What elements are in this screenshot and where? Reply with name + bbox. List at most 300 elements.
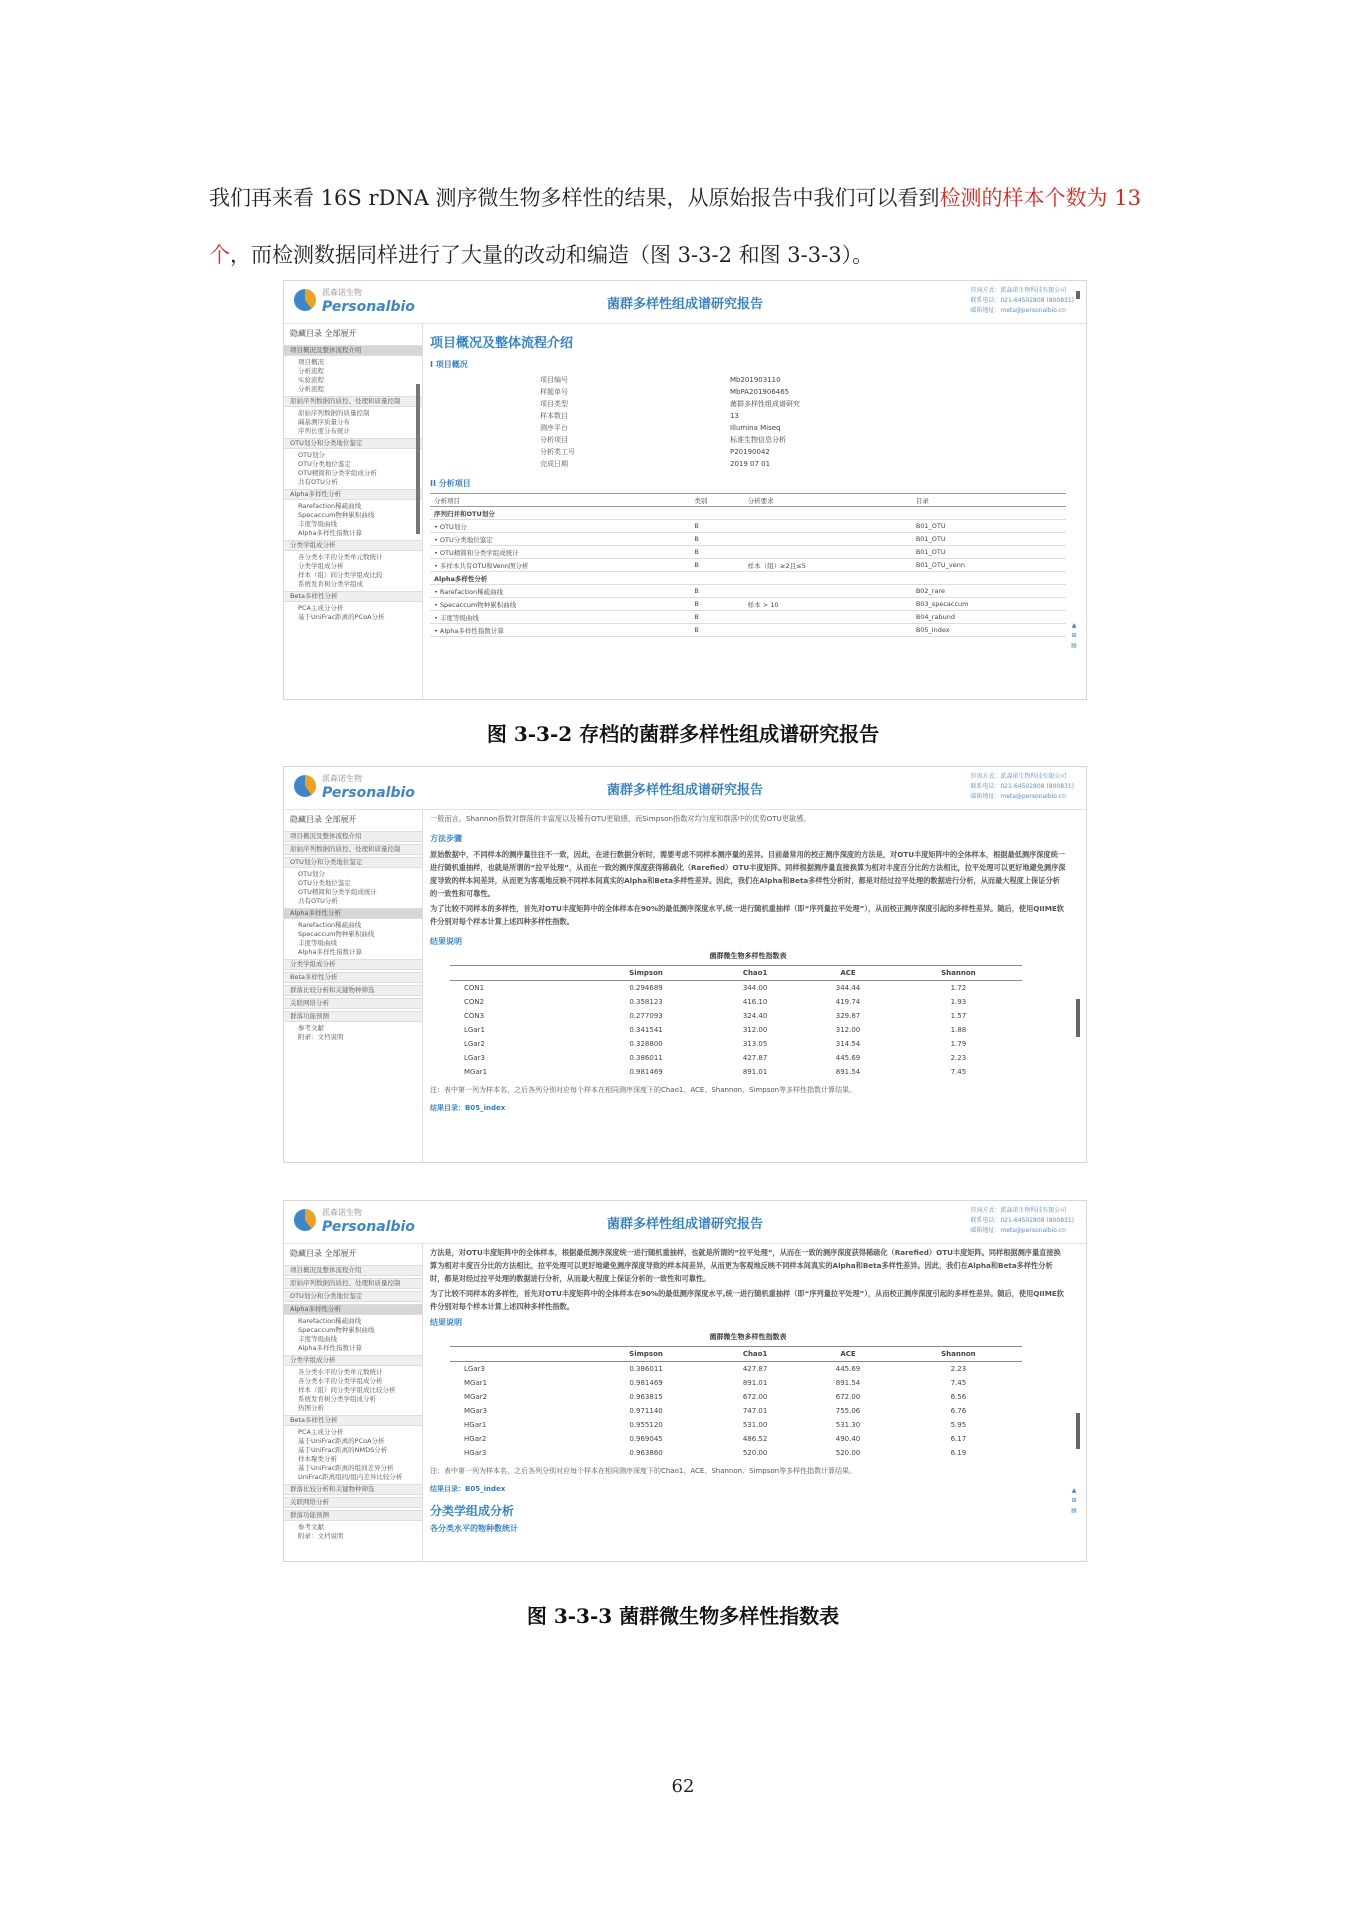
toc-item[interactable]: 丰度等级曲线: [298, 1335, 337, 1343]
toc-item[interactable]: 原始序列数据的质控、处理和质量控制: [284, 1278, 422, 1289]
table-cell: 490.40: [835, 1435, 861, 1443]
toc-item[interactable]: 丰度等级曲线: [298, 939, 337, 947]
table-cell: 2.23: [950, 1054, 967, 1062]
toc-toggle[interactable]: 隐藏目录 全部展开: [290, 1249, 357, 1258]
column-header: [450, 1347, 583, 1362]
column-header: ACE: [802, 1347, 895, 1362]
table-cell: • Specaccum物种累积曲线: [430, 598, 690, 611]
column-header: Chao1: [709, 966, 802, 981]
table-cell: • OTU划分: [430, 520, 690, 533]
table-cell: 344.44: [835, 984, 861, 992]
table-cell: [744, 520, 912, 533]
toc-item[interactable]: Rarefaction稀疏曲线: [298, 502, 362, 510]
page-scrollbar[interactable]: [1076, 291, 1080, 299]
table-cell: 0.969045: [629, 1435, 663, 1443]
info-value: Illumina Miseq: [730, 424, 781, 432]
toc-item[interactable]: 各分类水平的分类学组成分析: [298, 1377, 383, 1385]
table-cell: [744, 507, 912, 520]
table-cell: CON1: [464, 984, 485, 992]
result-heading: 结果说明: [430, 937, 462, 946]
toc-item[interactable]: 项目概况及整体流程介绍: [284, 345, 422, 356]
table-row: [450, 1065, 1022, 1079]
toc-item[interactable]: 基于UniFrac距离的组间差异分析: [298, 1464, 394, 1472]
table-cell: 1.72: [950, 984, 967, 992]
table-row: [450, 1362, 1022, 1377]
toc-item[interactable]: Rarefaction稀疏曲线: [298, 1317, 362, 1325]
table-cell: B01_OTU: [912, 546, 1066, 559]
subsection-heading: II 分析项目: [430, 479, 471, 488]
diversity-index-table: [450, 965, 1022, 1079]
toc-item[interactable]: PCA主成分分析: [298, 604, 344, 612]
column-header: [450, 966, 583, 981]
table-cell: 2.23: [950, 1365, 967, 1373]
table-cell: [912, 507, 1066, 520]
table-note: 注：表中第一列为样本名，之后各列分别对应每个样本在相同测序深度下的Chao1、ACE、Shannon、Simpson等多样性指数计算结果。: [430, 1467, 857, 1475]
table-cell: HGar1: [464, 1421, 487, 1429]
table-row: [430, 598, 1066, 611]
toc-item[interactable]: Alpha多样性分析: [284, 1304, 422, 1315]
toc-item[interactable]: OTU划分和分类地位鉴定: [284, 857, 422, 868]
table-cell: B: [690, 520, 743, 533]
info-row: [540, 398, 1066, 410]
table-cell: [744, 546, 912, 559]
toc-item[interactable]: 系统发育树分类学组成: [298, 580, 363, 588]
toc-item[interactable]: 群落功能预测: [284, 1011, 422, 1022]
contact-info: 咨询方式：派森诺生物科技有限公司 联系电话：021-64502808 (800831) 邮箱地址：meta@personalbio.cn: [970, 287, 1074, 314]
table-cell: [912, 572, 1066, 585]
table-cell: LGar3: [464, 1054, 485, 1062]
table-row: [450, 1432, 1022, 1446]
table-cell: 314.54: [835, 1040, 861, 1048]
subsection-heading: I 项目概况: [430, 360, 468, 369]
toc-item[interactable]: 项目概况及整体流程介绍: [284, 1265, 422, 1276]
toc-item[interactable]: 参考文献: [298, 1024, 324, 1032]
toc-item[interactable]: 实验流程: [298, 376, 324, 384]
toc-item[interactable]: 关联网络分析: [284, 998, 422, 1009]
table-cell: 0.955120: [629, 1421, 663, 1429]
table-cell: 6.56: [950, 1393, 967, 1401]
paragraph-text-2: ，而检测数据同样进行了大量的改动和编造（图 3-3-2 和图 3-3-3）。: [230, 243, 874, 267]
table-cell: 531.30: [835, 1421, 861, 1429]
info-key: 分析类工号: [540, 448, 575, 456]
table-cell: MGar1: [464, 1068, 488, 1076]
table-cell: 747.01: [742, 1407, 768, 1415]
table-cell: B01_OTU_venn: [912, 559, 1066, 572]
table-note: 注：表中第一列为样本名，之后各列分别对应每个样本在相同测序深度下的Chao1、ACE、Shannon、Simpson等多样性指数计算结果。: [430, 1086, 857, 1094]
result-dir-link[interactable]: 结果目录：B05_index: [430, 1485, 506, 1493]
toc-item[interactable]: UniFrac距离组间/组内差异比较分析: [298, 1473, 403, 1481]
column-header: Chao1: [709, 1347, 802, 1362]
table-row: [430, 585, 1066, 598]
table-cell: 1.93: [950, 998, 967, 1006]
analysis-table: [430, 493, 1066, 637]
table-row: [450, 1390, 1022, 1404]
table-row: [450, 981, 1022, 996]
info-row: [540, 446, 1066, 458]
toc-item[interactable]: OTU精简和分类学组成分析: [298, 469, 377, 477]
table-cell: [744, 572, 912, 585]
table-cell: 0.341541: [629, 1026, 663, 1034]
toc-item[interactable]: 系统发育树分类学组成分析: [298, 1395, 376, 1403]
toc-item[interactable]: 原始序列数据的质控、处理和质量控制: [284, 396, 422, 407]
toc-item[interactable]: 共有OTU分析: [298, 897, 338, 905]
figure-caption-1: 图 3-3-2 存档的菌群多样性组成谱研究报告: [486, 722, 880, 746]
info-value: P20190042: [730, 448, 770, 456]
table-cell: HGar2: [464, 1435, 487, 1443]
table-cell: B: [690, 533, 743, 546]
table-cell: [744, 624, 912, 637]
table-cell: B01_OTU: [912, 533, 1066, 546]
result-heading: 结果说明: [430, 1318, 462, 1327]
toc-item[interactable]: Alpha多样性分析: [284, 908, 422, 919]
info-row: [540, 458, 1066, 470]
table-cell: LGar2: [464, 1040, 485, 1048]
toc-item[interactable]: 分类学组成分析: [284, 959, 422, 970]
table-cell: 486.52: [742, 1435, 768, 1443]
table-cell: 344.00: [742, 984, 768, 992]
table-cell: 324.40: [742, 1012, 768, 1020]
table-cell: 0.981469: [629, 1068, 663, 1076]
table-cell: 755.06: [835, 1407, 861, 1415]
table-cell: 313.05: [742, 1040, 768, 1048]
contact-info: 咨询方式：派森诺生物科技有限公司 联系电话：021-64502808 (800831) 邮箱地址：meta@personalbio.cn: [970, 1207, 1074, 1234]
toc-item[interactable]: Beta多样性分析: [284, 591, 422, 602]
toc-item[interactable]: PCA主成分分析: [298, 1428, 344, 1436]
column-header: 分析项目: [430, 494, 690, 507]
table-row: [430, 611, 1066, 624]
info-key: 项目编号: [540, 376, 568, 384]
brand: 派森诺生物 Personalbio: [322, 288, 415, 315]
table-row: [450, 995, 1022, 1009]
table-cell: • OTU精简和分类学组成统计: [430, 546, 690, 559]
column-header: Simpson: [583, 1347, 708, 1362]
subsection-heading: 各分类水平的物种数统计: [430, 1524, 518, 1533]
table-title: 菌群微生物多样性指数表: [709, 1333, 787, 1341]
table-cell: B02_rare: [912, 585, 1066, 598]
table-cell: 0.386011: [629, 1365, 663, 1373]
info-row: [540, 410, 1066, 422]
table-row: [450, 1009, 1022, 1023]
toc-item[interactable]: 碱基测序质量分布: [298, 418, 350, 426]
info-row: [540, 434, 1066, 446]
table-cell: 序列归并和OTU划分: [430, 507, 690, 520]
table-scrollbar[interactable]: [1076, 1413, 1080, 1449]
table-cell: LGar1: [464, 1026, 485, 1034]
table-cell: B03_specaccum: [912, 598, 1066, 611]
toc-item[interactable]: 群落比较分析和关键物种筛选: [284, 1484, 422, 1495]
toc-item[interactable]: 项目概况及整体流程介绍: [284, 831, 422, 842]
toc-item[interactable]: 样本（组）间分类学组成比较分析: [298, 1386, 396, 1394]
method-heading: 方法步骤: [430, 834, 462, 843]
table-row: [430, 559, 1066, 572]
table-cell: B: [690, 598, 743, 611]
back-to-top-icon[interactable]: ▲ ⊞ ▤: [1071, 1487, 1077, 1514]
sidebar-toc[interactable]: [284, 810, 423, 1162]
table-cell: 329.87: [835, 1012, 861, 1020]
info-value: MbPA201906465: [730, 388, 790, 396]
table-row: [450, 1037, 1022, 1051]
table-cell: 1.88: [950, 1026, 967, 1034]
toc-item[interactable]: 分类学组成分析: [284, 1355, 422, 1366]
table-cell: 520.00: [742, 1449, 768, 1457]
table-cell: 6.19: [950, 1449, 967, 1457]
table-cell: 0.963815: [629, 1393, 663, 1401]
sidebar-toc[interactable]: [284, 324, 423, 699]
table-cell: CON3: [464, 1012, 485, 1020]
table-cell: 445.69: [835, 1365, 861, 1373]
toc-item[interactable]: Specaccum物种累积曲线: [298, 930, 375, 938]
table-cell: B: [690, 624, 743, 637]
brand: 派森诺生物 Personalbio: [322, 1208, 415, 1235]
toc-item[interactable]: Beta多样性分析: [284, 1415, 422, 1426]
table-cell: 672.00: [835, 1393, 861, 1401]
table-row: [430, 546, 1066, 559]
info-key: 完成日期: [540, 460, 568, 468]
table-cell: 891.54: [835, 1379, 861, 1387]
info-value: 2019 07 01: [730, 460, 771, 468]
table-cell: 419.74: [835, 998, 861, 1006]
table-row: [450, 1446, 1022, 1460]
table-row: [450, 1051, 1022, 1065]
toc-item[interactable]: 基于UniFrac距离的PCoA分析: [298, 1437, 385, 1445]
toc-item[interactable]: 共有OTU分析: [298, 478, 338, 486]
table-cell: HGar3: [464, 1449, 487, 1457]
table-cell: 891.01: [742, 1068, 768, 1076]
toc-item[interactable]: 序列长度分布统计: [298, 427, 350, 435]
toc-item[interactable]: OTU分类地位鉴定: [298, 460, 351, 468]
toc-item[interactable]: Specaccum物种累积曲线: [298, 1326, 375, 1334]
table-cell: Alpha多样性分析: [430, 572, 690, 585]
info-key: 样本数目: [540, 412, 568, 420]
report-title: 菌群多样性组成谱研究报告: [606, 297, 763, 312]
table-cell: 6.17: [950, 1435, 967, 1443]
toc-item[interactable]: 群落比较分析和关键物种筛选: [284, 985, 422, 996]
info-value: 13: [730, 412, 739, 420]
toc-item[interactable]: 分析流程: [298, 385, 324, 393]
report-title: 菌群多样性组成谱研究报告: [606, 783, 763, 798]
table-cell: 520.00: [835, 1449, 861, 1457]
table-cell: B05_index: [912, 624, 1066, 637]
sidebar-scrollbar[interactable]: [416, 384, 420, 534]
toc-item[interactable]: 丰度等级曲线: [298, 520, 337, 528]
method-text: 原始数据中，不同样本的测序量往往不一致，因此，在进行数据分析时，需要考虑不同样本测序量的差异。目前最常用的校正测序深度的方法是，对OTU丰度矩阵中的全体样本，根据最低测序深度统一进行随机重抽样，也就是所谓的“拉平处理”，从而在一致的测序深度获得稀疏化（Rarefied）OTU丰度矩阵。同样根据测序量直接换算为相对丰度百分比的方法相比，拉平处理可以更好地避免测序深度导致的样本间差异，从而更为客观地反映不同样本间真实的Alpha和Beta多样性差异。因此，我们在Alpha和Beta多样性分析时，都是对经过拉平处理的数据进行分析，从而最大程度上保证分析的一致性和可靠性。: [430, 850, 1066, 898]
table-cell: B: [690, 611, 743, 624]
brand: 派森诺生物 Personalbio: [322, 774, 415, 801]
table-cell: [690, 507, 743, 520]
toc-item[interactable]: 样本聚类分析: [298, 1455, 337, 1463]
toc-item[interactable]: Rarefaction稀疏曲线: [298, 921, 362, 929]
sidebar-toc[interactable]: [284, 1244, 423, 1561]
method-text: 为了比较不同样本的多样性，首先对OTU丰度矩阵中的全体样本在90%的最低测序深度水平,统一进行随机重抽样（即“序列量拉平处理”），从而校正测序深度引起的多样性差异。随后，使用QIIME软件分别对每个样本计算上述四种多样性指数。: [430, 904, 1064, 926]
table-row: [430, 520, 1066, 533]
toc-item[interactable]: 样本（组）间分类学组成比较: [298, 571, 383, 579]
toc-toggle[interactable]: 隐藏目录 全部展开: [290, 815, 357, 824]
report-screenshot-archived: [283, 280, 1087, 700]
toc-item[interactable]: 热图分析: [298, 1404, 324, 1412]
method-text: 方法是，对OTU丰度矩阵中的全体样本，根据最低测序深度统一进行随机重抽样，也就是所谓的“拉平处理”，从而在一致的测序深度获得稀疏化（Rarefied）OTU丰度矩阵。同样根据测序量直接换算为相对丰度百分比的方法相比，拉平处理可以更好地避免测序深度导致的样本间差异，从而更为客观地反映不同样本间真实的Alpha和Beta多样性差异。因此，我们在Alpha和Beta多样性分析时，都是对经过拉平处理的数据进行分析，从而最大程度上保证分析的一致性和可靠性。: [430, 1248, 1061, 1283]
report-content: [430, 1244, 1066, 1561]
table-cell: B: [690, 559, 743, 572]
toc-item[interactable]: 分析流程: [298, 367, 324, 375]
table-cell: B: [690, 546, 743, 559]
toc-item[interactable]: 各分类水平的分类单元数统计: [298, 553, 383, 561]
toc-item[interactable]: 基于UniFrac距离的NMDS分析: [298, 1446, 388, 1454]
table-row: [430, 507, 1066, 520]
result-dir-link[interactable]: 结果目录：B05_index: [430, 1104, 506, 1112]
info-row: [540, 422, 1066, 434]
table-cell: 1.79: [950, 1040, 967, 1048]
toc-item[interactable]: 原始序列数据的质量控制: [298, 409, 370, 417]
toc-toggle[interactable]: 隐藏目录 全部展开: [290, 329, 357, 338]
table-cell: B04_rabund: [912, 611, 1066, 624]
toc-item[interactable]: OTU划分和分类地位鉴定: [284, 1291, 422, 1302]
toc-item[interactable]: Alpha多样性指数计算: [298, 529, 362, 537]
report-header: [284, 1201, 1086, 1244]
table-cell: 312.00: [742, 1026, 768, 1034]
table-cell: 891.54: [835, 1068, 861, 1076]
toc-item[interactable]: 分类学组成分析: [298, 562, 344, 570]
info-row: [540, 374, 1066, 386]
table-row: [450, 1404, 1022, 1418]
table-cell: B01_OTU: [912, 520, 1066, 533]
table-cell: 0.971140: [629, 1407, 663, 1415]
table-cell: 0.294689: [629, 984, 663, 992]
column-header: ACE: [802, 966, 895, 981]
table-cell: MGar1: [464, 1379, 488, 1387]
table-cell: B: [690, 585, 743, 598]
info-key: 分析项目: [540, 436, 568, 444]
table-cell: LGar3: [464, 1365, 485, 1373]
toc-item[interactable]: 原始序列数据的质控、处理和质量控制: [284, 844, 422, 855]
table-cell: 1.57: [950, 1012, 967, 1020]
project-info: [540, 374, 1066, 470]
section-heading: 项目概况及整体流程介绍: [430, 336, 574, 351]
column-header: Simpson: [583, 966, 708, 981]
table-cell: 672.00: [742, 1393, 768, 1401]
body-paragraph: [209, 170, 1169, 284]
paragraph-text-1: 我们再来看 16S rDNA 测序微生物多样性的结果，从原始报告中我们可以看到: [209, 186, 940, 210]
table-cell: 样本（组）≥2且≤5: [744, 559, 912, 572]
toc-item[interactable]: 群落功能预测: [284, 1510, 422, 1521]
toc-item[interactable]: 项目概况: [298, 358, 324, 366]
info-key: 测序平台: [540, 424, 568, 432]
table-cell: 0.386011: [629, 1054, 663, 1062]
back-to-top-icon[interactable]: ▲ ⊞ ▤: [1071, 622, 1077, 649]
table-cell: • OTU分类地位鉴定: [430, 533, 690, 546]
info-value: 菌群多样性组成谱研究: [730, 400, 800, 408]
info-row: [540, 386, 1066, 398]
table-scrollbar[interactable]: [1076, 999, 1080, 1037]
toc-item[interactable]: Alpha多样性分析: [284, 489, 422, 500]
table-cell: MGar2: [464, 1393, 488, 1401]
table-cell: • Rarefaction稀疏曲线: [430, 585, 690, 598]
table-cell: 312.00: [835, 1026, 861, 1034]
report-header: [284, 767, 1086, 810]
contact-info: 咨询方式：派森诺生物科技有限公司 联系电话：021-64502808 (800831) 邮箱地址：meta@personalbio.cn: [970, 773, 1074, 800]
table-row: [450, 1376, 1022, 1390]
table-cell: 0.963860: [629, 1449, 663, 1457]
table-row: [430, 533, 1066, 546]
table-cell: 0.328800: [629, 1040, 663, 1048]
table-cell: 445.69: [835, 1054, 861, 1062]
table-cell: • 多样本共有OTU和Venn图分析: [430, 559, 690, 572]
report-header: [284, 281, 1086, 324]
diversity-index-table: [450, 1346, 1022, 1460]
toc-item[interactable]: 关联网络分析: [284, 1497, 422, 1508]
info-key: 项目类型: [540, 400, 568, 408]
table-cell: [744, 533, 912, 546]
toc-item[interactable]: OTU划分和分类地位鉴定: [284, 438, 422, 449]
table-cell: MGar3: [464, 1407, 488, 1415]
table-cell: 0.277093: [629, 1012, 663, 1020]
table-cell: 0.981469: [629, 1379, 663, 1387]
table-cell: [744, 611, 912, 624]
table-row: [450, 1023, 1022, 1037]
toc-item[interactable]: Beta多样性分析: [284, 972, 422, 983]
table-cell: 样本 > 10: [744, 598, 912, 611]
toc-item[interactable]: 基于UniFrac距离的PCoA分析: [298, 613, 385, 621]
table-cell: 6.76: [950, 1407, 967, 1415]
toc-item[interactable]: OTU精简和分类学组成统计: [298, 888, 377, 896]
toc-item[interactable]: OTU划分: [298, 870, 325, 878]
column-header: Shannon: [894, 1347, 1022, 1362]
page-number: 62: [671, 1776, 695, 1797]
method-text: 为了比较不同样本的多样性，首先对OTU丰度矩阵中的全体样本在90%的最低测序深度水平,统一进行随机重抽样（即“序列量拉平处理”），从而校正测序深度引起的多样性差异。随后，使用QIIME软件分别对每个样本计算上述四种多样性指数。: [430, 1289, 1064, 1311]
table-title: 菌群微生物多样性指数表: [709, 952, 787, 960]
column-header: 类别: [690, 494, 743, 507]
column-header: 分析要求: [744, 494, 912, 507]
table-cell: 427.87: [742, 1054, 768, 1062]
table-cell: 891.01: [742, 1379, 768, 1387]
column-header: Shannon: [894, 966, 1022, 981]
toc-item[interactable]: 附录：文档说明: [298, 1033, 344, 1041]
figure-caption-2: 图 3-3-3 菌群微生物多样性指数表: [526, 1604, 840, 1628]
report-content: [430, 324, 1066, 699]
table-cell: 427.87: [742, 1365, 768, 1373]
info-key: 样题单号: [540, 388, 568, 396]
report-title: 菌群多样性组成谱研究报告: [606, 1217, 763, 1232]
toc-item[interactable]: Specaccum物种累积曲线: [298, 511, 375, 519]
table-cell: [744, 585, 912, 598]
report-screenshot-index-1: [283, 766, 1087, 1163]
toc-item[interactable]: OTU分类地位鉴定: [298, 879, 351, 887]
table-cell: 531.00: [742, 1421, 768, 1429]
report-screenshot-index-2: [283, 1200, 1087, 1562]
section-heading: 分类学组成分析: [430, 1504, 515, 1518]
column-header: 目录: [912, 494, 1066, 507]
table-row: [430, 624, 1066, 637]
intro-text: 一般而言，Shannon指数对群落的丰富度以及稀有OTU更敏感，而Simpson指数对均匀度和群落中的优势OTU更敏感。: [430, 814, 811, 823]
table-cell: 416.10: [742, 998, 768, 1006]
toc-item[interactable]: Alpha多样性指数计算: [298, 1344, 362, 1352]
table-cell: 0.358123: [629, 998, 663, 1006]
toc-item[interactable]: 各分类水平的分类单元数统计: [298, 1368, 383, 1376]
table-cell: • Alpha多样性指数计算: [430, 624, 690, 637]
table-cell: 7.45: [950, 1379, 967, 1387]
table-row: [450, 1418, 1022, 1432]
toc-item[interactable]: OTU划分: [298, 451, 325, 459]
paragraph-highlight: 检测的样本个数为 13 个: [209, 186, 1141, 267]
toc-item[interactable]: 参考文献: [298, 1523, 324, 1531]
info-value: Mb201903110: [730, 376, 781, 384]
table-cell: [690, 572, 743, 585]
toc-item[interactable]: Alpha多样性指数计算: [298, 948, 362, 956]
table-cell: • 丰度等级曲线: [430, 611, 690, 624]
info-value: 标准生物信息分析: [730, 436, 786, 444]
table-cell: 5.95: [950, 1421, 967, 1429]
toc-item[interactable]: 附录：文档说明: [298, 1532, 344, 1540]
toc-item[interactable]: 分类学组成分析: [284, 540, 422, 551]
